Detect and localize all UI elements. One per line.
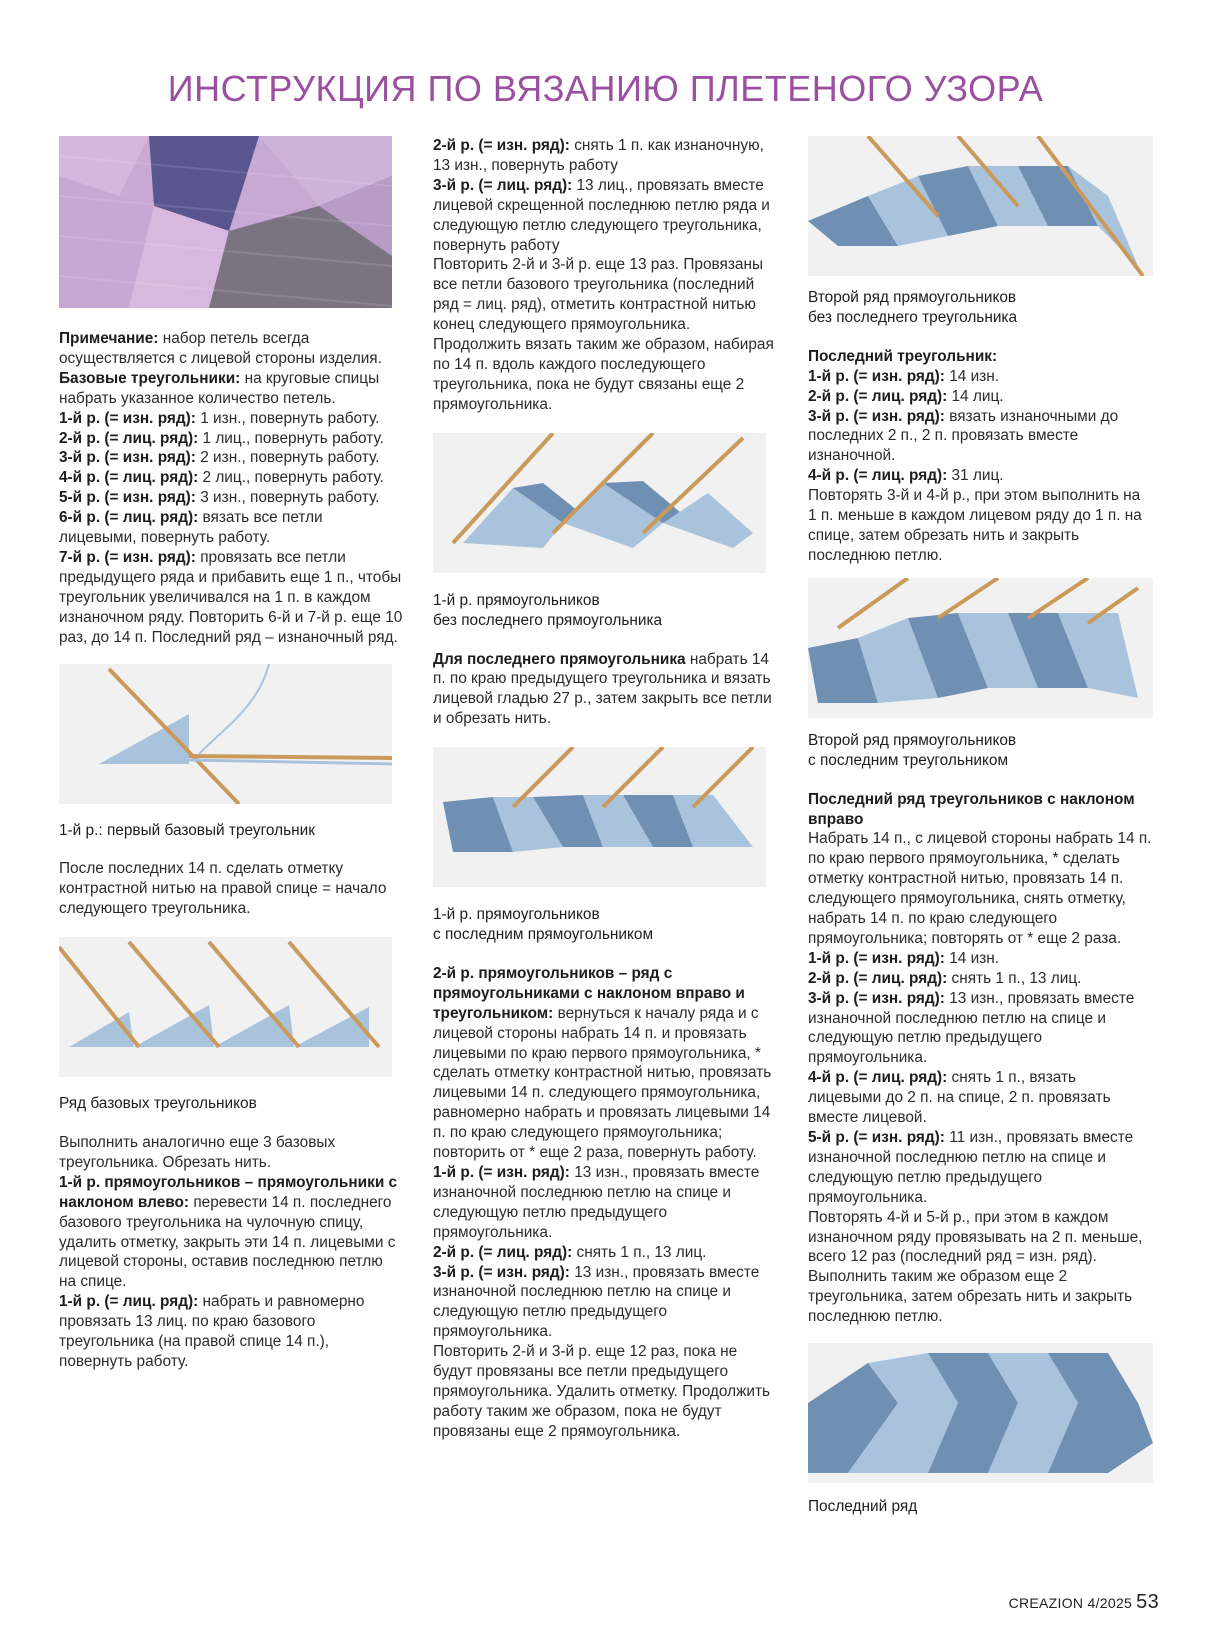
page-footer [1009, 1591, 1159, 1614]
caption-rectangles-row1-done: 1-й р. прямоугольников с последним прямоугольником [433, 906, 654, 944]
magazine-issue: CREAZION 4/2025 [1008, 1595, 1133, 1611]
caption-base-triangles-row: Ряд базовых треугольников [59, 1095, 257, 1113]
column-3 [808, 136, 1153, 1517]
photo-rectangles-row1-open [433, 433, 766, 573]
col1-text-3: Выполнить аналогично еще 3 базовых треугольника. Обрезать нить. 1-й р. прямоугольников – прямоугольники с наклоном влево: перевести 14 п. последнего базового треугольника на чулочную спицу, удалить отметку, закрыть эти 14 п. лицевыми с лицевой стороны, оставив последнюю петлю на спице. 1-й р. (= лиц. ряд): набрать и равномерно провязать 13 лиц. по краю базового треугольника (на правой спице 14 п.), повернуть работу. [59, 1134, 398, 1370]
photo-rectangles-row1-done [433, 747, 766, 887]
page-number: 53 [1136, 1591, 1159, 1613]
col2-text-3: 2-й р. прямоугольников – ряд с прямоугольниками с наклоном вправо и треугольником: вернуться к началу ряда и с лицевой стороны набрать 14 п. и провязать лицевыми по краю первого прямоугольника, * сделать отметку контрастной нитью, провязать лицевыми 14 п. следующего прямоугольника, равномерно набрать и провязать лицевыми 14 п. по краю следующего прямоугольника; повторить от * еще 2 раза, повернуть работу. 1-й р. (= изн. ряд): 13 изн., провязать вместе изнаночной последнюю петлю на спице и следующую петлю предыдущего прямоугольника. 2-й р. (= лиц. ряд): снять 1 п., 13 лиц. 3-й р. (= изн. ряд): 13 изн., провязать вместе изнаночной последнюю петлю на спице и следующую петлю предыдущего прямоугольника. Повторить 2-й и 3-й р. еще 12 раз, пока не будут провязаны все петли предыдущего прямоугольника. Удалить отметку. Продолжить работу таким же образом, пока не будут провязаны еще 2 прямоугольника. [433, 964, 772, 1440]
col2-text-1: 2-й р. (= изн. ряд): снять 1 п. как изнаночную, 13 изн., повернуть работу 3-й р. (= лиц. ряд): 13 лиц., провязать вместе лицевой скрещенной последнюю петлю ряда и следующую петлю следующего треугольника, повернуть работу Повторить 2-й и 3-й р. еще 13 раз. Провязаны все петли базового треугольника (последний ряд = лиц. ряд), отметить контрастной нитью конец следующего прямоугольника. Продолжить вязать таким же образом, набирая по 14 п. вдоль каждого последующего треугольника, пока не будут связаны еще 2 прямоугольника. [433, 137, 774, 413]
col1-text-1: Примечание: набор петель всегда осуществляется с лицевой стороны изделия. Базовые треугольники: на круговые спицы набрать указанное количество петель. 1-й р. (= изн. ряд): 1 изн., повернуть работу. 2-й р. (= лиц. ряд): 1 лиц., повернуть работу. 3-й р. (= изн. ряд): 2 изн., повернуть работу. 4-й р. (= лиц. ряд): 2 лиц., повернуть работу. 5-й р. (= изн. ряд): 3 изн., повернуть работу. 6-й р. (= лиц. ряд): вязать все петли лицевыми, повернуть работу. 7-й р. (= изн. ряд): провязать все петли предыдущего ряда и прибавить еще 1 п., чтобы треугольник увеличивался на 1 п. в каждом изнаночном ряду. Повторить 6-й и 7-й р. еще 10 раз, до 14 п. Последний ряд – изнаночный ряд. [59, 330, 403, 646]
caption-last-row: Последний ряд [808, 1498, 918, 1516]
page-title: ИНСТРУКЦИЯ ПО ВЯЗАНИЮ ПЛЕТЕНОГО УЗОРА [167, 68, 1044, 109]
column-2 [433, 136, 780, 1442]
col3-text-1: Последний треугольник: 1-й р. (= изн. ряд): 14 изн. 2-й р. (= лиц. ряд): 14 лиц. 3-й р. (= изн. ряд): вязать изнаночными до последних 2 п., 2 п. провязать вместе изнаночной. 4-й р. (= лиц. ряд): 31 лиц. Повторять 3-й и 4-й р., при этом выполнить на 1 п. меньше в каждом лицевом ряду до 1 п. на спице, затем обрезать нить и закрыть последнюю петлю. [808, 347, 1142, 564]
column-1 [59, 136, 404, 1372]
caption-second-row-done: Второй ряд прямоугольников с последним треугольником [808, 731, 1017, 769]
caption-second-row-open: Второй ряд прямоугольников без последнего треугольника [808, 289, 1018, 326]
col3-text-2: Последний ряд треугольников с наклоном вправо Набрать 14 п., с лицевой стороны набрать 14 п. по краю первого прямоугольника, * сделать отметку контрастной нитью, провязать 14 п. следующего прямоугольника, снять отметку, набрать 14 п. по краю следующего прямоугольника; повторять от * еще 2 раза. 1-й р. (= изн. ряд): 14 изн. 2-й р. (= лиц. ряд): снять 1 п., 13 лиц. 3-й р. (= изн. ряд): 13 изн., провязать вместе изнаночной последнюю петлю на спице и следующую петлю предыдущего прямоугольника. 4-й р. (= лиц. ряд): снять 1 п., вязать лицевыми до 2 п. на спице, 2 п. провязать вместе лицевой. 5-й р. (= изн. ряд): 11 изн., провязать вместе изнаночной последнюю петлю на спице и следующую петлю предыдущего прямоугольника. Повторять 4-й и 5-й р., при этом в каждом изнаночном ряду провязывать на 2 п. меньше, всего 12 раз (последний ряд = изн. ряд). Выполнить таким же образом еще 2 треугольника, затем обрезать нить и закрыть последнюю петлю. [808, 790, 1152, 1326]
caption-first-base-triangle: 1-й р.: первый базовый треугольник [59, 821, 315, 839]
col2-text-2: Для последнего прямоугольника набрать 14 п. по краю предыдущего треугольника и вязать лицевой гладью 27 р., затем закрыть все петли и обрезать нить. [433, 650, 772, 728]
photo-second-row-done [808, 578, 1153, 718]
col1-text-2: После последних 14 п. сделать отметку контрастной нитью на правой спице = начало следующего треугольника. [59, 860, 387, 918]
photo-sample-fabric [59, 136, 392, 308]
photo-last-row [808, 1343, 1153, 1483]
photo-base-triangles-row [59, 937, 392, 1077]
photo-first-base-triangle [59, 664, 392, 804]
photo-second-row-open [808, 136, 1153, 276]
caption-rectangles-row1-open: 1-й р. прямоугольников без последнего прямоугольника [433, 591, 663, 629]
